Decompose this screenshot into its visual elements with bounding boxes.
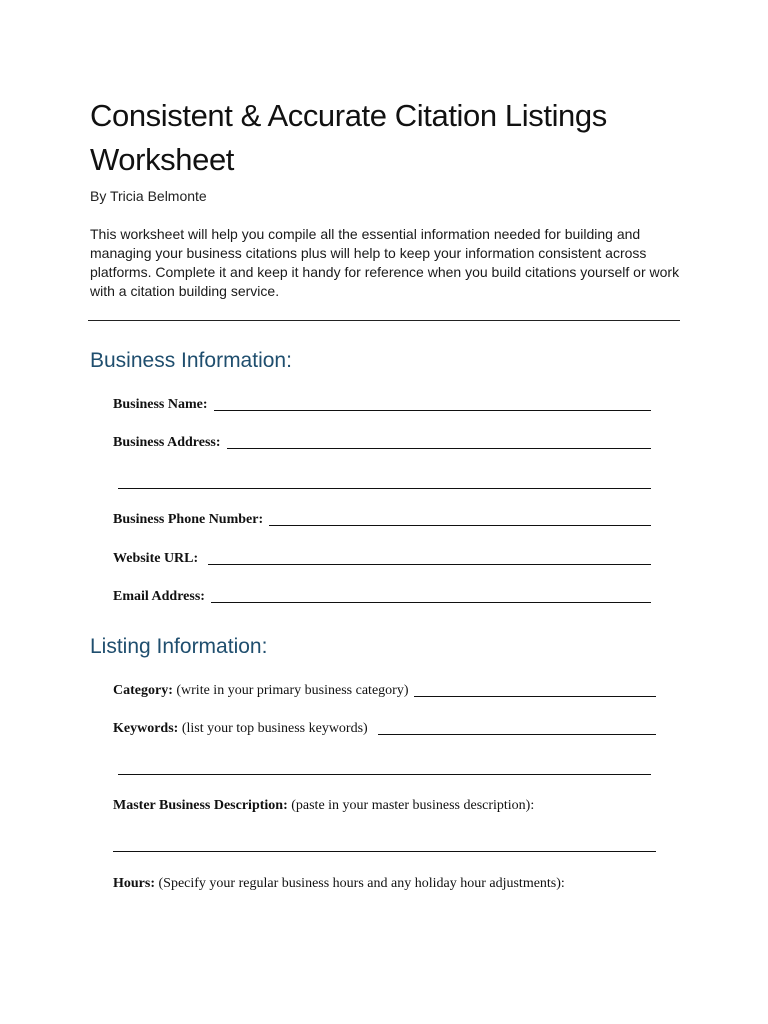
business-address-field[interactable] [113,434,651,452]
page-title: Consistent & Accurate Citation Listings Worksheet [90,98,607,177]
business-name-label: Business Name: [113,397,208,412]
business-phone-label: Business Phone Number: [113,512,264,527]
business-name-field[interactable] [113,396,651,414]
hours-hint: (Specify your regular business hours and any holiday hour adjustments): [155,876,565,891]
hours-field [113,875,656,893]
keywords-hint: (list your top business keywords) [178,721,368,736]
email-address-input-line[interactable] [211,588,651,603]
hours-label: Hours: [113,876,155,891]
business-name-input-line[interactable] [214,396,651,411]
master-description-input-line[interactable] [113,851,656,852]
section-divider [88,320,680,321]
category-input-line[interactable] [414,682,656,697]
business-phone-input-line[interactable] [269,511,651,526]
listing-information-heading: Listing Information: [90,635,268,658]
intro-paragraph: This worksheet will help you compile all the essential information needed for building and managing your business citations plus will help to keep your information consistent across platforms. Complete it and keep it handy for reference when you build citations yourself or work with a citation building service. [90,226,680,299]
keywords-field[interactable] [113,720,656,738]
business-information-heading: Business Information: [90,349,292,372]
email-address-field[interactable] [113,588,651,606]
keywords-label: Keywords: [113,721,179,736]
business-address-label: Business Address: [113,435,221,450]
website-url-field[interactable] [113,550,651,568]
keywords-input-line[interactable] [378,720,656,735]
category-label: Category: [113,683,173,698]
author-byline: By Tricia Belmonte [90,188,207,204]
business-address-input-line[interactable] [227,434,651,449]
category-field[interactable] [113,682,656,700]
master-description-hint: (paste in your master business description): [287,798,535,813]
business-address-line-2[interactable] [118,488,651,489]
master-description-field [113,797,656,815]
website-url-input-line[interactable] [208,550,651,565]
email-address-label: Email Address: [113,589,205,604]
business-phone-field[interactable] [113,511,651,529]
website-url-label: Website URL: [113,551,199,566]
master-description-label: Master Business Description: [113,798,288,813]
category-hint: (write in your primary business category) [172,683,409,698]
keywords-line-2[interactable] [118,774,651,775]
